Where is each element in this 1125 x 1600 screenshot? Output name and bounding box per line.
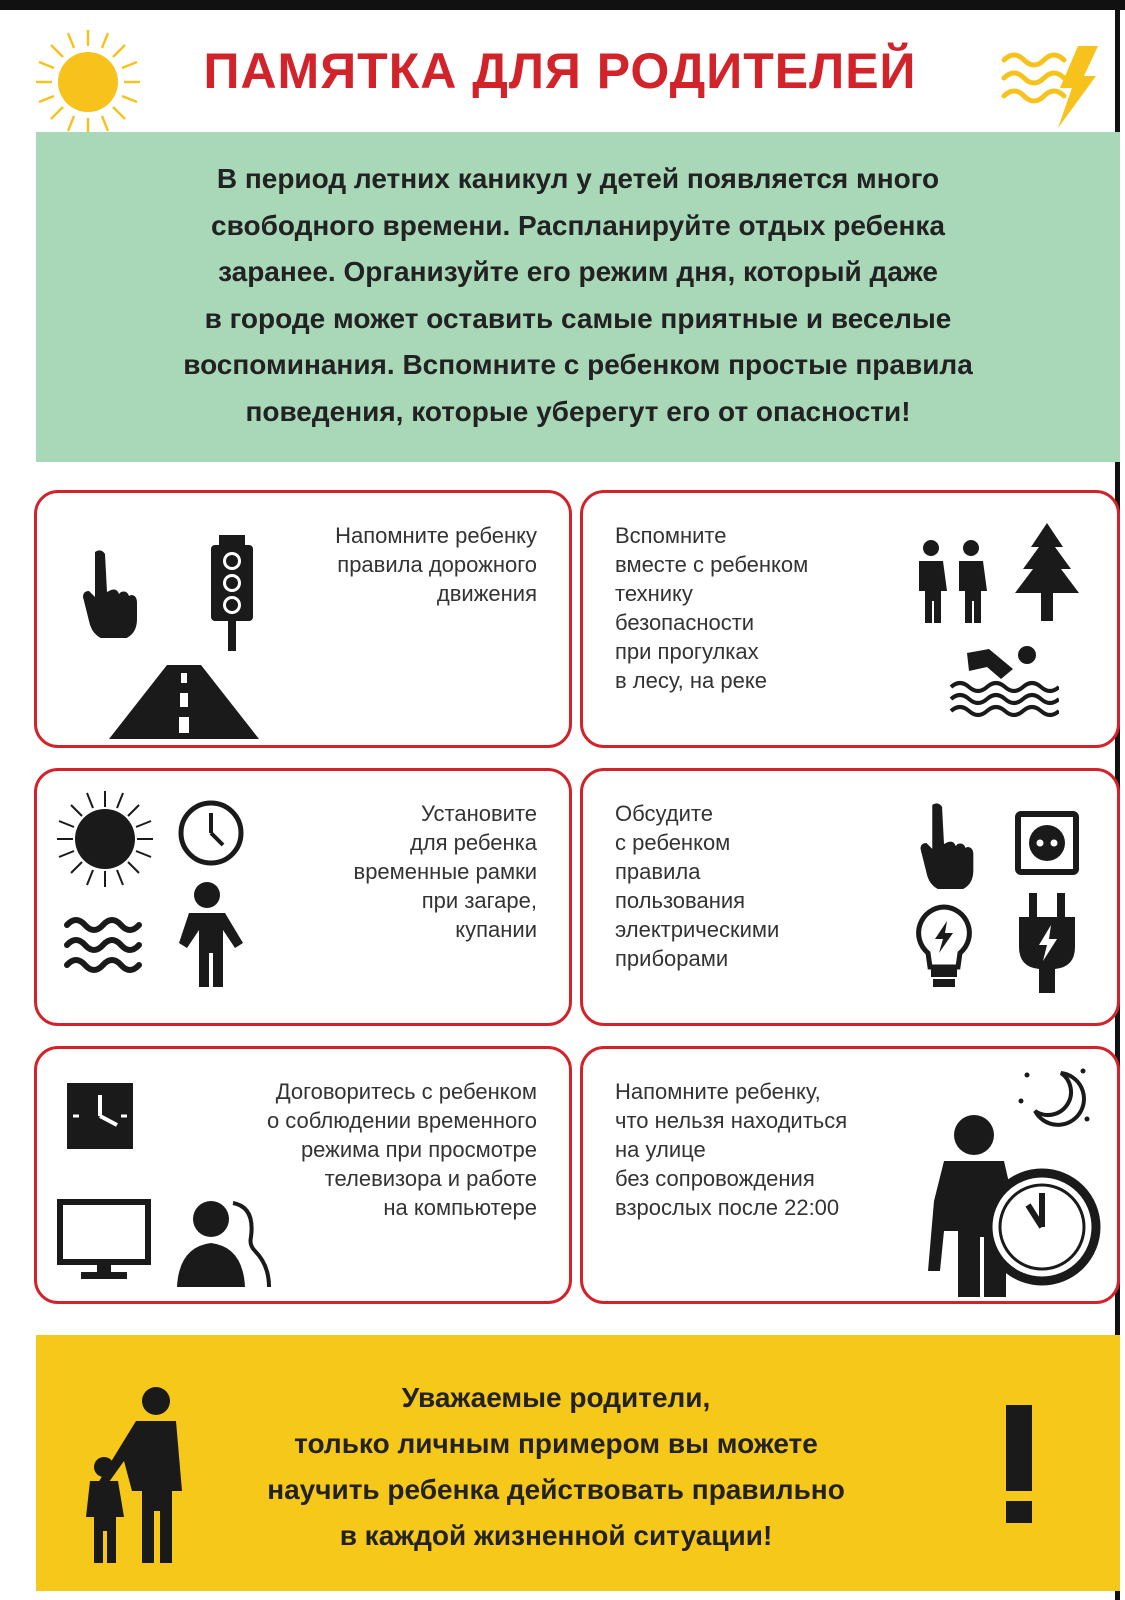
light-bulb-icon xyxy=(913,903,975,993)
card-line: Установите xyxy=(421,801,537,826)
traffic-light-icon xyxy=(207,535,257,651)
card-line: пользования xyxy=(615,888,746,913)
card-forest-safety xyxy=(580,490,1120,748)
wind-lightning-icon xyxy=(1000,38,1100,130)
child-icon xyxy=(167,881,247,987)
card-electric-appliances xyxy=(580,768,1120,1026)
card-sun-time xyxy=(34,768,572,1026)
card-line: с ребенком xyxy=(615,830,731,855)
intro-line: В период летних каникул у детей появляется много xyxy=(216,163,940,194)
card-line: вместе с ребенком xyxy=(615,552,809,577)
footer-line: в каждой жизненной ситуации! xyxy=(339,1520,773,1551)
page-title: ПАМЯТКА ДЛЯ РОДИТЕЛЕЙ xyxy=(203,43,917,99)
card-line: правила дорожного xyxy=(337,552,537,577)
footer-line: Уважаемые родители, xyxy=(401,1382,711,1413)
intro-line: заранее. Организуйте его режим дня, который даже xyxy=(218,256,938,287)
card-line: Напомните ребенку, xyxy=(615,1079,821,1104)
card-screen-time xyxy=(34,1046,572,1304)
intro-line: в городе может оставить самые приятные и веселые xyxy=(204,302,952,334)
road-icon xyxy=(109,665,259,739)
footer-banner xyxy=(36,1335,1120,1591)
power-socket-icon xyxy=(1015,811,1079,875)
footer-line: научить ребенка действовать правильно xyxy=(267,1474,845,1505)
footer-message xyxy=(206,1375,906,1559)
swimmer-icon xyxy=(947,641,1059,721)
card-line: приборами xyxy=(615,946,729,971)
card-line: технику xyxy=(615,581,693,606)
intro-line: поведения, которые уберегут его от опасности! xyxy=(245,395,911,427)
card-line: без сопровождения xyxy=(615,1166,815,1191)
intro-line: воспоминания. Вспомните с ребенком простые правила xyxy=(183,349,973,380)
card-line: Вспомните xyxy=(615,523,727,548)
intro-line: свободного времени. Распланируйте отдых ребенка xyxy=(211,209,945,241)
pointing-hand-icon xyxy=(77,548,137,638)
wall-clock-icon xyxy=(65,1081,135,1151)
monitor-icon xyxy=(57,1199,151,1283)
card-line: Обсудите xyxy=(615,801,713,826)
card-line: режима при просмотре xyxy=(300,1137,537,1162)
footer-line: только личным примером вы можете xyxy=(294,1428,818,1459)
card-line: движения xyxy=(436,581,537,606)
black-sun-icon xyxy=(55,789,155,889)
electric-plug-icon xyxy=(1015,893,1079,993)
card-traffic-rules xyxy=(34,490,572,748)
parent-child-icon xyxy=(76,1385,196,1565)
intro-box xyxy=(36,132,1120,462)
sun-icon xyxy=(34,28,142,136)
card-line: Напомните ребенку xyxy=(335,523,537,548)
card-line: безопасности xyxy=(615,610,755,635)
man-with-clock-icon xyxy=(918,1109,1108,1299)
card-line: для ребенка xyxy=(409,830,537,855)
children-icon xyxy=(913,539,991,625)
card-line: временные рамки xyxy=(353,859,537,884)
clock-icon xyxy=(177,799,245,867)
card-line: телевизора и работе xyxy=(324,1166,537,1191)
card-line: на улице xyxy=(615,1137,706,1162)
card-line: взрослых после 22:00 xyxy=(615,1195,840,1220)
card-line: Договоритесь с ребенком xyxy=(275,1079,537,1104)
tree-icon xyxy=(1011,523,1083,623)
waves-icon xyxy=(63,911,143,981)
card-line: при прогулках xyxy=(615,639,759,664)
card-line: о соблюдении временного xyxy=(266,1108,537,1133)
card-line: при загаре, xyxy=(421,888,537,913)
card-line: электрическими xyxy=(615,917,780,942)
card-night-curfew xyxy=(580,1046,1120,1304)
card-line: правила xyxy=(615,859,701,884)
top-border xyxy=(0,0,1125,10)
card-line: на компьютере xyxy=(383,1195,537,1220)
card-line: в лесу, на реке xyxy=(615,668,767,693)
exclamation-icon xyxy=(1004,1405,1034,1525)
pointing-hand-icon xyxy=(913,801,975,889)
card-line: что нельзя находиться xyxy=(615,1108,848,1133)
card-line: купании xyxy=(455,917,537,942)
